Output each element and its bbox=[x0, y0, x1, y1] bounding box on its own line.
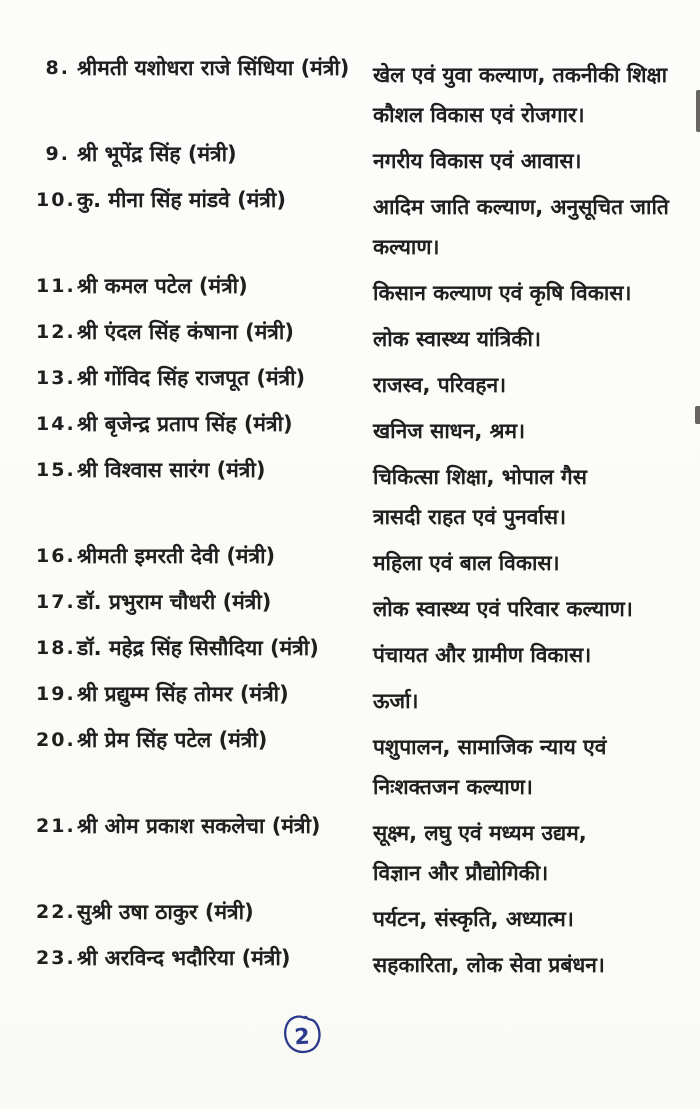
portfolio-line: त्रासदी राहत एवं पुनर्वास। bbox=[373, 505, 567, 529]
portfolio bbox=[373, 319, 686, 359]
list-item bbox=[36, 358, 686, 404]
portfolio-line: लोक स्वास्थ्य एवं परिवार कल्याण। bbox=[373, 597, 633, 621]
row-number: 10. bbox=[36, 189, 76, 211]
portfolio-line: ऊर्जा। bbox=[373, 689, 419, 713]
portfolio bbox=[373, 543, 686, 583]
row-number: 22. bbox=[36, 901, 76, 923]
portfolio bbox=[373, 55, 686, 135]
minister-name: श्रीमती यशोधरा राजे सिंधिया (मंत्री) bbox=[77, 56, 350, 80]
minister-name: श्रीमती इमरती देवी (मंत्री) bbox=[77, 544, 276, 568]
portfolio-line: राजस्व, परिवहन। bbox=[373, 373, 507, 397]
row-number: 17. bbox=[36, 591, 76, 613]
list-item bbox=[36, 450, 686, 536]
row-number: 15. bbox=[36, 459, 76, 481]
portfolio-line: आदिम जाति कल्याण, अनुसूचित जाति bbox=[373, 195, 669, 219]
list-item bbox=[36, 266, 686, 312]
page-number: 2 bbox=[293, 1024, 311, 1050]
list-item bbox=[36, 674, 686, 720]
list-item bbox=[36, 806, 686, 892]
scan-edge-artifact bbox=[695, 406, 700, 424]
portfolio bbox=[373, 899, 686, 939]
row-number: 13. bbox=[36, 367, 76, 389]
portfolio-line: विज्ञान और प्रौद्योगिकी। bbox=[373, 861, 549, 885]
portfolio bbox=[373, 945, 686, 985]
portfolio-line: चिकित्सा शिक्षा, भोपाल गैस bbox=[373, 465, 587, 489]
portfolio bbox=[373, 681, 686, 721]
row-number: 19. bbox=[36, 683, 76, 705]
minister-name: श्री भूपेंद्र सिंह (मंत्री) bbox=[77, 142, 237, 166]
list-item bbox=[36, 582, 686, 628]
portfolio bbox=[373, 589, 686, 629]
page-number-badge bbox=[277, 1011, 327, 1061]
minister-name: श्री विश्वास सारंग (मंत्री) bbox=[77, 458, 266, 482]
row-number: 11. bbox=[36, 275, 76, 297]
list-item bbox=[36, 628, 686, 674]
portfolio-line: पर्यटन, संस्कृति, अध्यात्म। bbox=[373, 907, 574, 931]
list-item bbox=[36, 404, 686, 450]
portfolio-line: किसान कल्याण एवं कृषि विकास। bbox=[373, 281, 632, 305]
minister-name: श्री प्रेम सिंह पटेल (मंत्री) bbox=[77, 728, 268, 752]
list-item bbox=[36, 180, 686, 266]
minister-name: डॉ. महेद्र सिंह सिसौदिया (मंत्री) bbox=[77, 636, 319, 660]
minister-name: श्री अरविन्द भदौरिया (मंत्री) bbox=[77, 946, 291, 970]
row-number: 14. bbox=[36, 413, 76, 435]
list-item bbox=[36, 48, 686, 134]
minister-name: श्री ओम प्रकाश सकलेचा (मंत्री) bbox=[77, 814, 321, 838]
portfolio bbox=[373, 365, 686, 405]
minister-name: डॉ. प्रभुराम चौधरी (मंत्री) bbox=[77, 590, 272, 614]
list-item bbox=[36, 134, 686, 180]
portfolio bbox=[373, 411, 686, 451]
portfolio-line: पशुपालन, सामाजिक न्याय एवं bbox=[373, 735, 607, 759]
row-number: 8. bbox=[45, 57, 70, 79]
row-number: 9. bbox=[45, 143, 70, 165]
portfolio-line: सूक्ष्म, लघु एवं मध्यम उद्यम, bbox=[373, 821, 587, 845]
minister-name: श्री बृजेन्द्र प्रताप सिंह (मंत्री) bbox=[77, 412, 293, 436]
minister-name: श्री कमल पटेल (मंत्री) bbox=[77, 274, 248, 298]
portfolio-line: खनिज साधन, श्रम। bbox=[373, 419, 526, 443]
row-number: 16. bbox=[36, 545, 76, 567]
portfolio bbox=[373, 457, 686, 537]
portfolio-line: सहकारिता, लोक सेवा प्रबंधन। bbox=[373, 953, 605, 977]
portfolio-line: महिला एवं बाल विकास। bbox=[373, 551, 560, 575]
minister-name: कु. मीना सिंह मांडवे (मंत्री) bbox=[77, 188, 286, 212]
list-item bbox=[36, 938, 686, 984]
portfolio bbox=[373, 813, 686, 893]
list-item bbox=[36, 892, 686, 938]
portfolio-line: कौशल विकास एवं रोजगार। bbox=[373, 103, 585, 127]
list-item bbox=[36, 536, 686, 582]
portfolio bbox=[373, 141, 686, 181]
minister-name: श्री प्रद्युम्म सिंह तोमर (मंत्री) bbox=[77, 682, 289, 706]
minister-name: श्री एंदल सिंह कंषाना (मंत्री) bbox=[77, 320, 294, 344]
portfolio-line: पंचायत और ग्रामीण विकास। bbox=[373, 643, 592, 667]
portfolio-line: कल्याण। bbox=[373, 235, 440, 259]
portfolio bbox=[373, 273, 686, 313]
portfolio bbox=[373, 727, 686, 807]
row-number: 21. bbox=[36, 815, 76, 837]
portfolio-line: खेल एवं युवा कल्याण, तकनीकी शिक्षा bbox=[373, 63, 668, 87]
row-number: 12. bbox=[36, 321, 76, 343]
portfolio-line: नगरीय विकास एवं आवास। bbox=[373, 149, 582, 173]
list-item bbox=[36, 312, 686, 358]
scan-edge-artifact bbox=[696, 90, 700, 132]
list-item bbox=[36, 720, 686, 806]
minister-name: श्री गोंविद सिंह राजपूत (मंत्री) bbox=[77, 366, 306, 390]
row-number: 20. bbox=[36, 729, 76, 751]
portfolio-line: निःशक्तजन कल्याण। bbox=[373, 775, 533, 799]
portfolio-line: लोक स्वास्थ्य यांत्रिकी। bbox=[373, 327, 541, 351]
row-number: 18. bbox=[36, 637, 76, 659]
minister-name: सुश्री उषा ठाकुर (मंत्री) bbox=[77, 900, 254, 924]
portfolio bbox=[373, 635, 686, 675]
portfolio bbox=[373, 187, 686, 267]
row-number: 23. bbox=[36, 947, 76, 969]
